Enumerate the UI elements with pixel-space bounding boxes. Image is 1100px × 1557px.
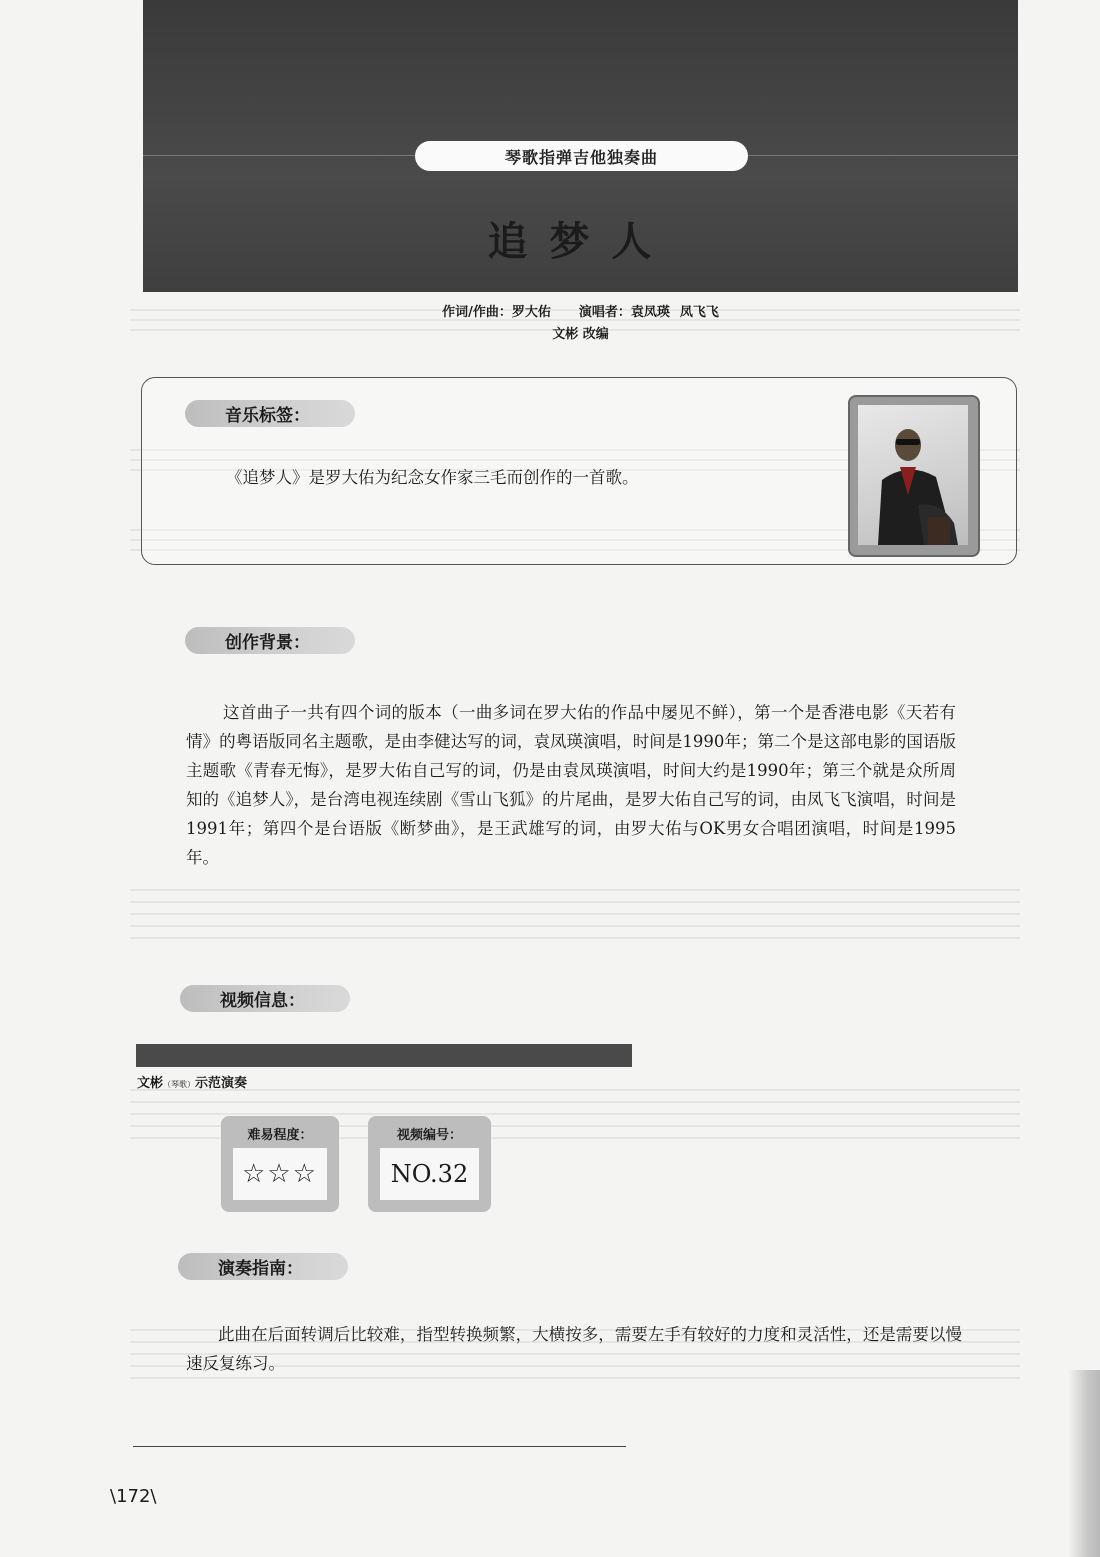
divider-line bbox=[748, 155, 1018, 156]
lyrics-music-label: 作词/作曲： bbox=[442, 305, 512, 320]
performer-line bbox=[137, 1072, 247, 1091]
video-number-card bbox=[368, 1116, 491, 1212]
bottom-rule bbox=[133, 1446, 626, 1447]
credits bbox=[143, 302, 1018, 346]
performer-suffix: 示范演奏 bbox=[195, 1076, 248, 1091]
arranger: 文彬 改编 bbox=[552, 327, 609, 342]
artist-photo-frame bbox=[848, 395, 980, 557]
guide-heading: 演奏指南： bbox=[178, 1253, 348, 1280]
series-label: 琴歌指弹吉他独奏曲 bbox=[415, 141, 748, 171]
video-number-value-box bbox=[380, 1148, 479, 1200]
video-number: NO.32 bbox=[390, 1160, 469, 1188]
background-heading: 创作背景： bbox=[185, 627, 355, 654]
video-info-bar bbox=[136, 1044, 632, 1067]
credits-line-1 bbox=[143, 302, 1018, 324]
difficulty-label: 难易程度： bbox=[247, 1128, 313, 1143]
lyrics-music-value: 罗大佑 bbox=[511, 305, 551, 320]
performer-note: （琴歌） bbox=[163, 1080, 196, 1089]
guide-text: 此曲在后面转调后比较难，指型转换频繁，大横按多，需要左手有较好的力度和灵活性，还是需要以慢速反复练习。 bbox=[186, 1325, 962, 1373]
video-info-heading: 视频信息： bbox=[180, 985, 350, 1012]
music-tag-text: 《追梦人》是罗大佑为纪念女作家三毛而创作的一首歌。 bbox=[226, 468, 639, 487]
page-number: \172\ bbox=[110, 1486, 157, 1507]
singer-label: 演唱者： bbox=[578, 305, 631, 320]
page-edge-shadow bbox=[1068, 1370, 1100, 1557]
difficulty-value bbox=[233, 1148, 327, 1200]
video-number-label: 视频编号： bbox=[396, 1128, 462, 1143]
divider-line bbox=[143, 155, 415, 156]
singer-2: 凤飞飞 bbox=[679, 305, 719, 320]
difficulty-card bbox=[221, 1116, 339, 1212]
artist-photo bbox=[858, 405, 968, 545]
music-tag-heading: 音乐标签： bbox=[185, 400, 355, 427]
difficulty-stars: ☆☆☆ bbox=[242, 1159, 318, 1189]
song-title: 追梦人 bbox=[487, 218, 674, 265]
singer-1: 袁凤瑛 bbox=[630, 305, 670, 320]
performer-name: 文彬 bbox=[137, 1076, 164, 1091]
background-text: 这首曲子一共有四个词的版本（一曲多词在罗大佑的作品中屡见不鲜），第一个是香港电影《天若有情》的粤语版同名主题歌，是由李健达写的词，袁凤瑛演唱，时间是1990年；第二个是这部电影的国语版主题歌《青春无悔》，是罗大佑自己写的词，仍是由袁凤瑛演唱，时间大约是1990年；第三个就是众所周知的《追梦人》，是台湾电视连续剧《雪山飞狐》的片尾曲，是罗大佑自己写的词，由凤飞飞演唱，时间是1991年；第四个是台语版《断梦曲》，是王武雄写的词，由罗大佑与OK男女合唱团演唱，时间是1995年。 bbox=[186, 703, 956, 867]
